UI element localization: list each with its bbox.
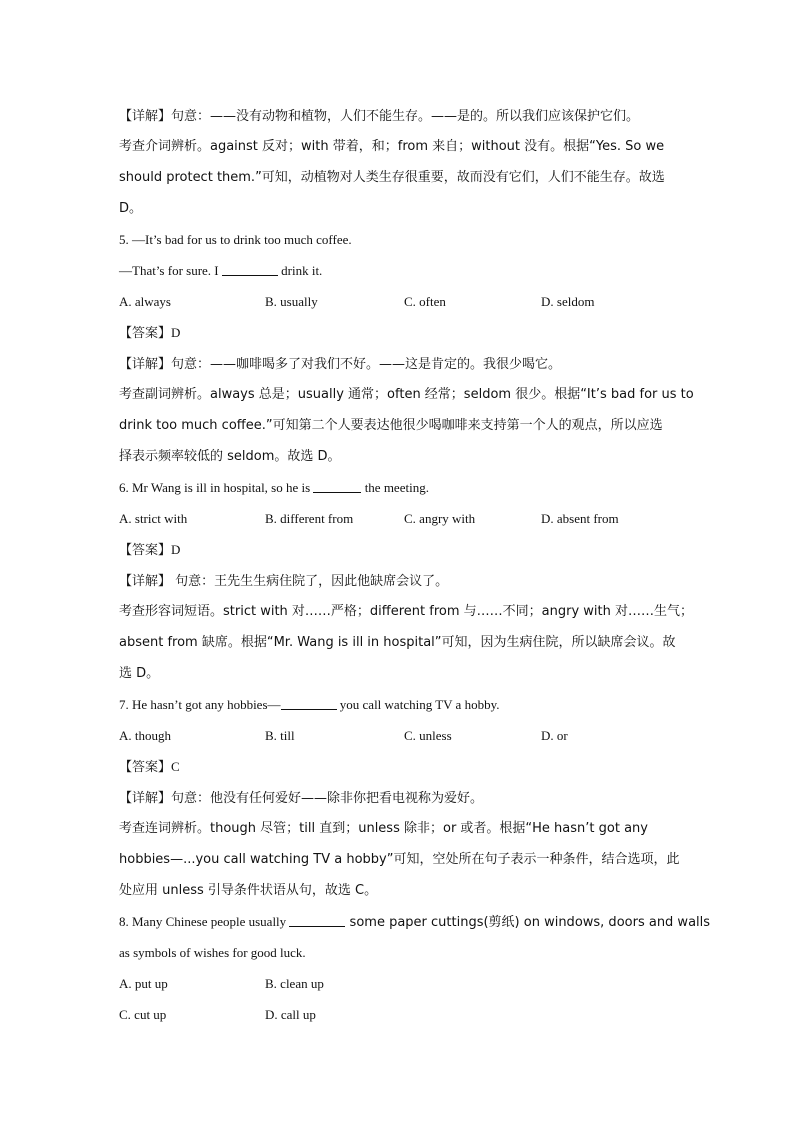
question-6-options — [119, 503, 679, 534]
question-6-stem — [119, 472, 679, 503]
answer-line — [119, 317, 679, 348]
explain-line — [119, 565, 679, 596]
explain-line — [119, 100, 679, 131]
explain-text: 考查副词辨析。always 总是；usually 通常；often 经常；seldom 很少。根据“It’s bad for us to — [119, 387, 694, 402]
option-c: C. unless — [404, 728, 452, 743]
explain-line — [119, 348, 679, 379]
explain-text: absent from 缺席。根据“Mr. Wang is ill in hospital”可知，因为生病住院，所以缺席会议。故 — [119, 635, 676, 650]
explain-text: 考查连词辨析。though 尽管；till 直到；unless 除非；or 或者。根据“He hasn’t got any — [119, 821, 648, 836]
question-8-options-row1 — [119, 968, 679, 999]
explain-tag: 【详解】 — [119, 357, 172, 372]
answer-blank — [289, 914, 345, 927]
option-a: A. put up — [119, 976, 168, 991]
document-page — [119, 100, 711, 1030]
option-c: C. cut up — [119, 1007, 167, 1022]
question-8-options-row2 — [119, 999, 679, 1030]
explain-line — [119, 782, 679, 813]
answer-value: D — [171, 325, 181, 340]
option-b: B. usually — [265, 294, 318, 309]
question-text: you call watching TV a hobby. — [336, 697, 500, 712]
answer-blank — [222, 263, 278, 276]
option-b: B. till — [265, 728, 295, 743]
question-text: —That’s for sure. I — [119, 263, 222, 278]
explain-text: 处应用 unless 引导条件状语从句，故选 C。 — [119, 883, 378, 898]
explain-tag: 【详解】 — [119, 574, 172, 589]
explain-text: 考查形容词短语。strict with 对……严格；different from 与……不同；angry with 对……生气； — [119, 604, 693, 619]
option-a: A. strict with — [119, 511, 188, 526]
answer-line — [119, 751, 679, 782]
question-text: 6. Mr Wang is ill in hospital, so he is — [119, 480, 314, 495]
option-d: D. absent from — [541, 511, 619, 526]
answer-tag: 【答案】 — [119, 326, 172, 341]
question-7-options — [119, 720, 679, 751]
question-5-stem: 5. —It’s bad for us to drink too much coffee. — [119, 232, 352, 247]
explain-text: 择表示频率较低的 seldom。故选 D。 — [119, 449, 341, 464]
answer-value: D — [171, 542, 181, 557]
explain-text: D。 — [119, 201, 143, 216]
option-d: D. call up — [265, 1007, 316, 1022]
option-a: A. always — [119, 294, 171, 309]
question-text: 7. He hasn’t got any hobbies— — [119, 697, 281, 712]
question-text: drink it. — [277, 263, 323, 278]
explain-text: drink too much coffee.”可知第二个人要表达他很少喝咖啡来支持第一个人的观点，所以应选 — [119, 418, 663, 433]
answer-line — [119, 534, 679, 565]
question-8-stem-cont: as symbols of wishes for good luck. — [119, 945, 306, 960]
explain-text: should protect them.”可知，动植物对人类生存很重要，故而没有它们，人们不能生存。故选 — [119, 170, 665, 185]
answer-blank — [313, 480, 361, 493]
question-8-stem — [119, 906, 711, 937]
question-text: some paper cuttings(剪纸) on windows, doors and walls — [345, 915, 711, 930]
question-text: 8. Many Chinese people usually — [119, 914, 290, 929]
question-5-options — [119, 286, 679, 317]
question-text: the meeting. — [361, 480, 429, 495]
option-a: A. though — [119, 728, 171, 743]
option-d: D. seldom — [541, 294, 595, 309]
answer-value: C — [171, 759, 180, 774]
question-5-reply — [119, 255, 679, 286]
option-d: D. or — [541, 728, 568, 743]
explain-text: 句意：他没有任何爱好——除非你把看电视称为爱好。 — [171, 791, 484, 806]
explain-tag: 【详解】 — [119, 109, 172, 124]
explain-text: 句意：王先生生病住院了，因此他缺席会议了。 — [171, 574, 449, 589]
answer-tag: 【答案】 — [119, 760, 172, 775]
question-7-stem — [119, 689, 679, 720]
option-c: C. often — [404, 294, 446, 309]
answer-blank — [281, 697, 337, 710]
option-c: C. angry with — [404, 511, 476, 526]
explain-text: 考查介词辨析。against 反对；with 带着，和；from 来自；without 没有。根据“Yes. So we — [119, 139, 665, 154]
answer-tag: 【答案】 — [119, 543, 172, 558]
explain-text: 选 D。 — [119, 666, 160, 681]
option-b: B. different from — [265, 511, 354, 526]
explain-text: 句意：——咖啡喝多了对我们不好。——这是肯定的。我很少喝它。 — [171, 357, 562, 372]
option-b: B. clean up — [265, 976, 324, 991]
explain-text: hobbies—...you call watching TV a hobby”可知，空处所在句子表示一种条件，结合选项，此 — [119, 852, 680, 867]
explain-text: 句意：——没有动物和植物，人们不能生存。——是的。所以我们应该保护它们。 — [171, 109, 640, 124]
explain-tag: 【详解】 — [119, 791, 172, 806]
